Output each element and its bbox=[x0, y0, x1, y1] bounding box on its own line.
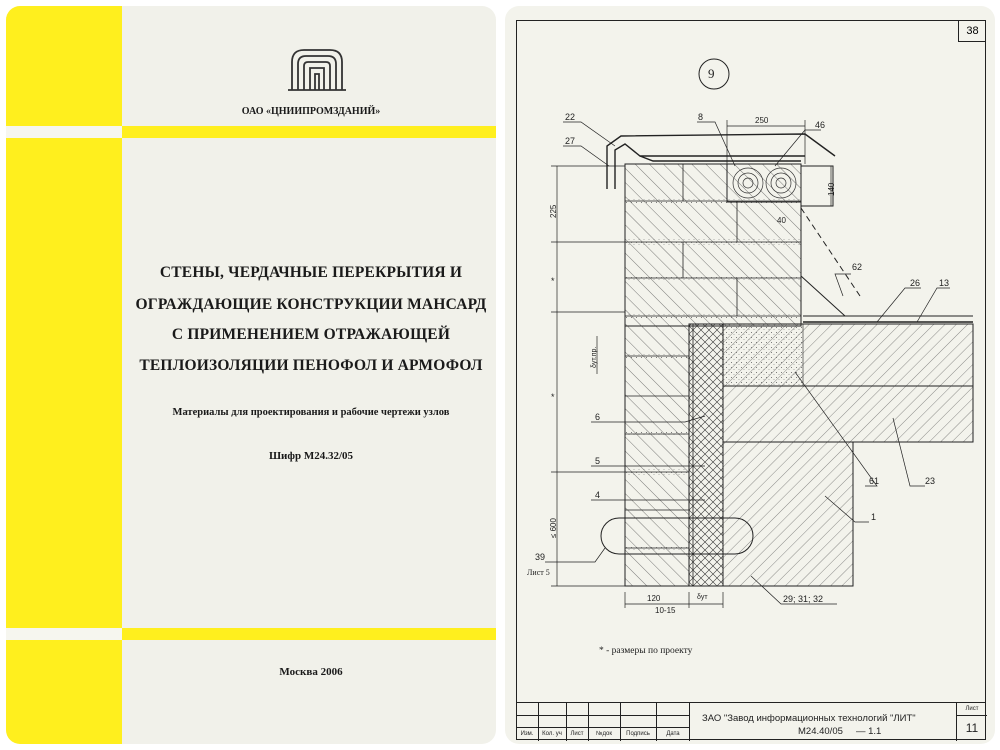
cover-white-strip-bottom bbox=[6, 628, 122, 640]
dimension-delta-insulation: δут bbox=[697, 594, 708, 601]
node-number: 9 bbox=[708, 66, 715, 81]
tb-sheet-label: Лист bbox=[965, 706, 979, 712]
cover-title-line-1: СТЕНЫ, ЧЕРДАЧНЫЕ ПЕРЕКРЫТИЯ И bbox=[159, 264, 463, 281]
callout-6: 6 bbox=[595, 412, 601, 422]
callout-61: 61 bbox=[869, 476, 880, 486]
cover-top-yellow-stripe bbox=[122, 126, 496, 138]
callout-1: 1 bbox=[871, 512, 877, 522]
callout-26: 26 bbox=[910, 278, 921, 288]
concrete-structure bbox=[723, 324, 973, 586]
callout-ref-sheet: Лист 5 bbox=[527, 568, 550, 577]
page-number: 38 bbox=[958, 20, 986, 42]
cover-title-line-4: ТЕПЛОИЗОЛЯЦИИ ПЕНОФОЛ И АРМОФОЛ bbox=[139, 357, 483, 374]
callout-29-31-32: 29; 31; 32 bbox=[783, 594, 824, 604]
dimension-star-2: * bbox=[551, 392, 555, 402]
dimension-225: 225 bbox=[549, 204, 558, 218]
callout-4: 4 bbox=[595, 490, 601, 500]
callout-8: 8 bbox=[698, 112, 704, 122]
cover-title-line-2: ОГРАЖДАЮЩИЕ КОНСТРУКЦИИ МАНСАРД bbox=[135, 296, 487, 313]
cover-white-strip-top bbox=[6, 126, 122, 138]
callout-46: 46 bbox=[815, 120, 826, 130]
callout-23: 23 bbox=[925, 476, 936, 486]
cover-subtitle: Материалы для проектирования и рабочие чертежи узлов bbox=[172, 407, 450, 418]
dimension-250: 250 bbox=[755, 116, 769, 125]
tb-doc-code: М24.40/05 bbox=[798, 726, 843, 737]
tb-col-ndoc: №док bbox=[596, 731, 612, 737]
insulation-layer bbox=[689, 324, 723, 586]
title-block-grid bbox=[516, 703, 690, 741]
cover-code: Шифр М24.32/05 bbox=[268, 450, 354, 462]
callout-13: 13 bbox=[939, 278, 950, 288]
cover-organization: ОАО «ЦНИИПРОМЗДАНИЙ» bbox=[241, 106, 381, 117]
dimension-40: 40 bbox=[777, 216, 786, 225]
dimension-star-1: * bbox=[551, 276, 555, 286]
callout-22: 22 bbox=[565, 112, 576, 122]
tb-company: ЗАО "Завод информационных технологий "ЛИТ" bbox=[702, 713, 916, 724]
tb-revision: — 1.1 bbox=[856, 726, 882, 737]
tb-sheet-box bbox=[956, 703, 986, 741]
drawing-note: * - размеры по проекту bbox=[599, 646, 693, 656]
title-block bbox=[516, 702, 986, 740]
tb-col-list: Лист bbox=[570, 731, 584, 737]
tb-col-podpis: Подпись bbox=[626, 731, 650, 737]
construction-node-drawing bbox=[505, 6, 995, 744]
cover-title-line-3: С ПРИМЕНЕНИЕМ ОТРАЖАЮЩЕЙ bbox=[171, 326, 451, 343]
dimension-120: 120 bbox=[647, 594, 661, 603]
cover-bottom-yellow-stripe bbox=[122, 628, 496, 640]
dimension-delta-insulation-pr: δут.пр. bbox=[591, 346, 598, 368]
dimension-140: 140 bbox=[827, 182, 836, 196]
tb-col-izm: Изм. bbox=[520, 731, 534, 737]
cover-page bbox=[6, 6, 496, 744]
cover-city-year: Москва 2006 bbox=[279, 666, 343, 678]
callout-5: 5 bbox=[595, 456, 601, 466]
institute-logo-icon bbox=[286, 44, 348, 94]
tb-col-data: Дата bbox=[666, 731, 680, 737]
tb-col-kol-uch: Кол. уч bbox=[542, 731, 562, 737]
dimension-max-600: ≤ 600 bbox=[549, 518, 558, 538]
callout-62: 62 bbox=[852, 262, 863, 272]
callout-27: 27 bbox=[565, 136, 576, 146]
drawing-sheet bbox=[505, 6, 995, 744]
callout-39: 39 bbox=[535, 552, 546, 562]
dimension-10-15: 10-15 bbox=[655, 606, 676, 615]
roof-layers bbox=[801, 208, 973, 322]
tb-sheet-number: 11 bbox=[965, 721, 979, 735]
